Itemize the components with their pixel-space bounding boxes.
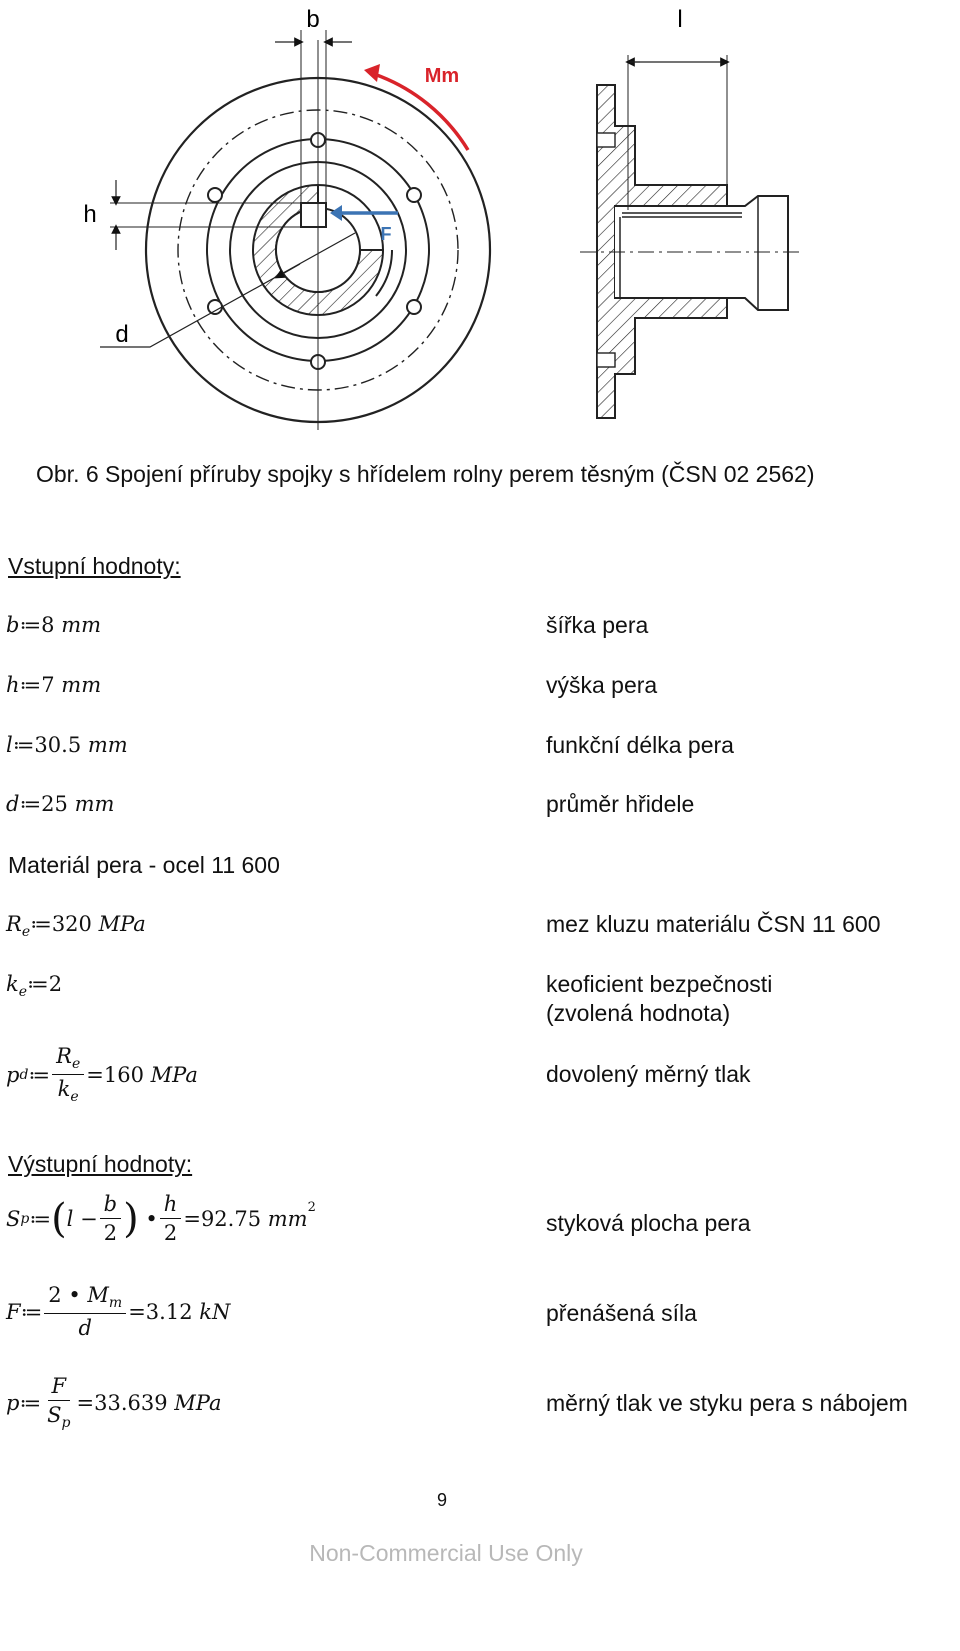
input-d: d≔25 mm xyxy=(6,792,115,816)
label-F: F xyxy=(380,224,392,244)
label-d: d xyxy=(115,321,129,348)
label-h: h xyxy=(83,201,97,228)
F-desc: přenášená síla xyxy=(546,1300,697,1326)
outputs-heading: Výstupní hodnoty: xyxy=(8,1151,193,1177)
page-number: 9 xyxy=(436,1490,447,1510)
side-view xyxy=(580,55,800,418)
bolt-hole-icon xyxy=(407,300,421,314)
watermark: Non-Commercial Use Only xyxy=(309,1540,583,1566)
formula-F: F ≔ $\frac{2 • M_m}{d}$ = 3.12 kN xyxy=(6,1283,231,1341)
label-l: l xyxy=(677,6,683,33)
pd-desc: dovolený měrný tlak xyxy=(546,1061,751,1087)
formula-p: p ≔ $\frac{F}{S_p}$ = 33.639 MPa xyxy=(6,1374,222,1432)
label-b: b xyxy=(306,6,320,33)
bolt-hole-icon xyxy=(407,188,421,202)
input-d-desc: průměr hřidele xyxy=(546,791,695,817)
input-l-desc: funkční délka pera xyxy=(546,732,734,758)
ke-desc-line2: (zvolená hodnota) xyxy=(546,1000,731,1026)
key-rectangle xyxy=(301,203,326,227)
formula-Sp: S p ≔ ( l − $\frac{b}{2}$ ) • $\frac{h}{2}$ = 92.75 mm $^2$ xyxy=(6,1192,316,1246)
figure-caption: Obr. 6 Spojení příruby spojky s hřídelem rolny perem těsným (ČSN 02 2562) xyxy=(36,461,815,487)
input-h-desc: výška pera xyxy=(546,672,658,698)
front-view xyxy=(100,30,490,430)
formula-Re: $R_e≔320$ MPa xyxy=(6,912,146,941)
input-l: l≔30.5 mm xyxy=(6,733,128,757)
Re-desc: mez kluzu materiálu ČSN 11 600 xyxy=(546,911,881,937)
input-h: h≔7 mm xyxy=(6,673,102,697)
label-Mm: Mm xyxy=(424,65,460,87)
input-b: b≔8 mm xyxy=(6,613,102,637)
formula-pd: p d ≔ $\frac{R_e}{k_e}$ = 160 MPa xyxy=(6,1044,198,1106)
bolt-hole-icon xyxy=(208,188,222,202)
bolt-hole-icon xyxy=(208,300,222,314)
formula-ke: $k_e≔2$ xyxy=(6,972,63,1001)
p-desc: měrný tlak ve styku pera s nábojem xyxy=(546,1390,908,1416)
Sp-desc: styková plocha pera xyxy=(546,1210,751,1236)
inputs-heading: Vstupní hodnoty: xyxy=(8,553,181,579)
material-heading: Materiál pera - ocel 11 600 xyxy=(8,852,280,878)
input-b-desc: šířka pera xyxy=(546,612,649,638)
ke-desc-line1: keoficient bezpečnosti xyxy=(546,971,773,997)
key-joint-drawing xyxy=(0,0,960,440)
